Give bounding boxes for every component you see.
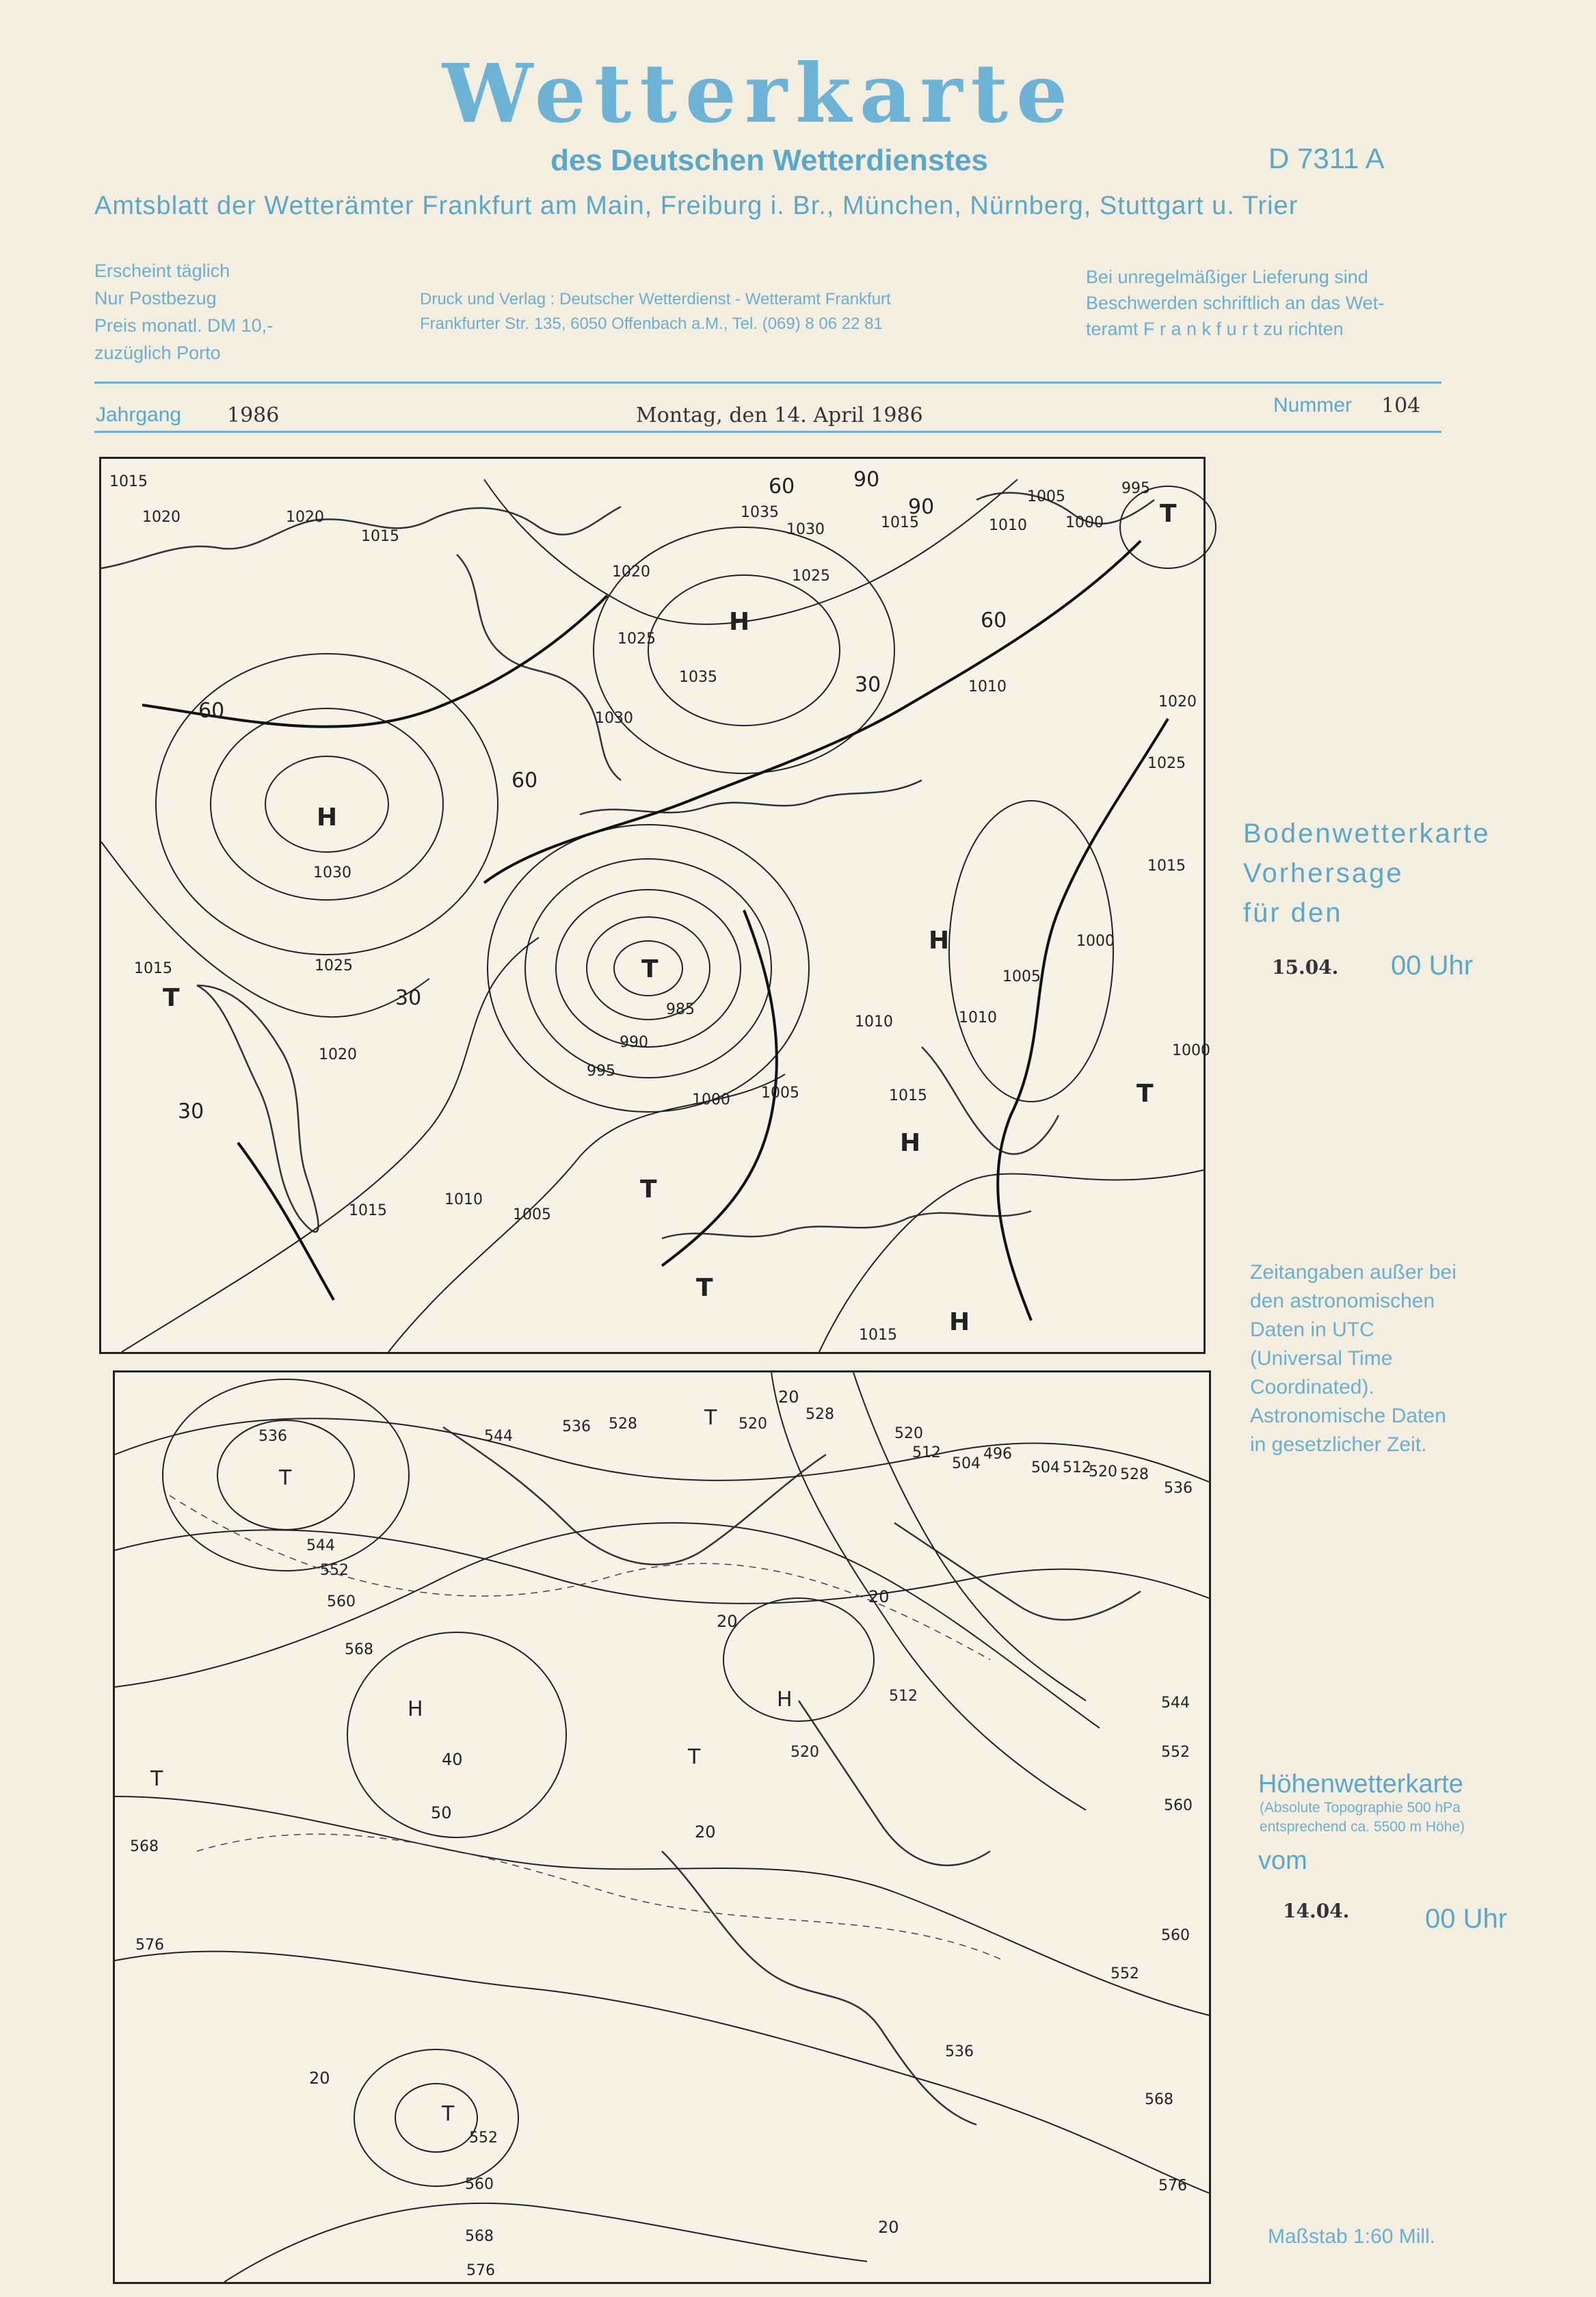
pressure-label: 1005 — [761, 1085, 799, 1102]
contour-label: 528 — [609, 1416, 637, 1433]
pressure-label: 1000 — [1065, 514, 1104, 531]
thickness-label: 30 — [178, 1100, 204, 1124]
low-pressure-marker: T — [163, 984, 180, 1012]
thickness-label: 60 — [981, 609, 1007, 633]
map-scale: Maßstab 1:60 Mill. — [1268, 2225, 1436, 2248]
contour-label: 560 — [465, 2176, 494, 2193]
upper-map-caption: Höhenwetterkarte — [1258, 1770, 1463, 1798]
weather-front — [484, 541, 1141, 883]
info-line: Frankfurter Str. 135, 6050 Offenbach a.M., Tel. (069) 8 06 22 81 — [420, 315, 883, 333]
contour-label: 504 — [1031, 1459, 1060, 1476]
low-pressure-marker: T — [688, 1745, 701, 1769]
pressure-label: 1020 — [612, 563, 650, 581]
info-line: Beschwerden schriftlich an das Wet- — [1086, 293, 1385, 313]
contour — [115, 1796, 1209, 2015]
contour-label: 512 — [889, 1688, 918, 1705]
contour-label: 576 — [466, 2262, 495, 2279]
high-pressure-marker: H — [729, 608, 750, 636]
high-pressure-marker: H — [949, 1308, 970, 1336]
contour-label: 552 — [1110, 1965, 1139, 1982]
isotherm-label: 20 — [309, 2069, 330, 2088]
info-line: Preis monatl. DM 10,- — [94, 315, 274, 336]
caption-line: Vorhersage — [1243, 858, 1404, 888]
contour-label: 504 — [952, 1455, 981, 1472]
pressure-label: 1015 — [361, 528, 399, 545]
publisher-info — [420, 287, 891, 336]
pressure-label: 1025 — [315, 957, 353, 974]
contour-label: 544 — [1161, 1695, 1190, 1712]
pressure-label: 1005 — [1002, 968, 1041, 985]
pressure-label: 1030 — [786, 521, 825, 538]
contour-label: 568 — [465, 2228, 494, 2245]
thickness-label: 30 — [395, 986, 422, 1010]
contour-label: 552 — [320, 1562, 349, 1579]
pressure-label: 1030 — [595, 710, 633, 727]
contour-label: 560 — [327, 1593, 356, 1610]
pressure-label: 1015 — [109, 473, 148, 490]
note-line: (Universal Time — [1250, 1347, 1393, 1370]
low-pressure-marker: T — [1160, 500, 1177, 528]
contour — [395, 2084, 477, 2152]
contour-label: 536 — [945, 2043, 974, 2060]
contour-label: 520 — [894, 1425, 923, 1442]
surface-map-date: 15.04. — [1272, 956, 1339, 979]
pressure-label: 990 — [620, 1034, 648, 1051]
upper-map-vom: vom — [1258, 1846, 1307, 1875]
pressure-label: 1035 — [679, 669, 717, 686]
thickness-label: 60 — [511, 769, 538, 793]
info-line: Nur Postbezug — [94, 288, 217, 308]
isotherm-label: 40 — [442, 1750, 463, 1769]
isotherm-label: 20 — [695, 1822, 716, 1842]
pressure-label: 1020 — [319, 1046, 357, 1063]
contour-label: 576 — [135, 1937, 164, 1954]
weather-front — [238, 1143, 334, 1300]
low-pressure-marker: T — [150, 1767, 163, 1791]
contour-label: 560 — [1164, 1797, 1193, 1814]
pressure-label: 1005 — [513, 1206, 551, 1223]
description-line: entsprechend ca. 5500 m Höhe) — [1260, 1819, 1465, 1835]
isobar — [648, 575, 840, 726]
isobar — [388, 1074, 785, 1352]
pressure-label: 1010 — [968, 678, 1007, 695]
pressure-label: 1015 — [859, 1327, 897, 1344]
low-pressure-marker: T — [704, 1406, 717, 1430]
contour-label: 528 — [1120, 1466, 1149, 1483]
upper-map-time: 00 Uhr — [1425, 1904, 1508, 1934]
publication-info — [94, 257, 273, 367]
thickness-label: 60 — [198, 699, 225, 723]
contour-label: 576 — [1158, 2177, 1187, 2194]
note-line: Daten in UTC — [1250, 1318, 1374, 1341]
contour-label: 536 — [1164, 1480, 1193, 1497]
pressure-label: 1000 — [692, 1091, 730, 1108]
isotherm — [197, 1834, 1004, 1961]
amtsblatt-line: Amtsblatt der Wetterämter Frankfurt am Main, Freiburg i. Br., München, Nürnberg, Stuttgart u. Trier — [94, 191, 1299, 220]
high-pressure-marker: H — [929, 927, 950, 955]
document-code: D 7311 A — [1268, 142, 1385, 174]
divider — [94, 431, 1441, 433]
info-line: Bei unregelmäßiger Lieferung sind — [1086, 267, 1368, 287]
thickness-label: 30 — [855, 673, 881, 697]
contour-label: 552 — [1161, 1744, 1190, 1761]
pressure-label: 1025 — [1147, 755, 1186, 772]
contour-label: 568 — [1145, 2091, 1173, 2108]
contour — [347, 1632, 566, 1837]
pressure-label: 1020 — [286, 509, 324, 526]
coastline — [662, 1851, 976, 2125]
contour-label: 568 — [345, 1641, 373, 1658]
pressure-label: 1015 — [349, 1202, 387, 1219]
pressure-label: 1010 — [989, 517, 1027, 534]
isotherm-label: 50 — [431, 1803, 452, 1822]
pressure-label: 995 — [1121, 480, 1150, 497]
masthead-subtitle: des Deutschen Wetterdienstes — [550, 144, 988, 177]
high-pressure-marker: H — [408, 1697, 423, 1721]
nummer-label: Nummer — [1273, 394, 1353, 416]
contour — [115, 1952, 1209, 2193]
coastline — [799, 1701, 990, 1866]
upper-air-map — [113, 1370, 1211, 2284]
isotherm-label: 20 — [878, 2218, 899, 2237]
info-line: Erscheint täglich — [94, 261, 230, 281]
isobar — [101, 842, 429, 1017]
note-line: Zeitangaben außer bei — [1250, 1261, 1457, 1284]
note-line: den astronomischen — [1250, 1290, 1435, 1312]
low-pressure-marker: T — [641, 955, 659, 983]
coastline — [580, 780, 922, 814]
pressure-label: 1000 — [1076, 933, 1115, 950]
pressure-label: 1020 — [142, 509, 181, 526]
info-line: teramt F r a n k f u r t zu richten — [1086, 319, 1344, 339]
low-pressure-marker: T — [640, 1176, 657, 1204]
surface-weather-map — [99, 457, 1210, 1354]
pressure-label: 1010 — [444, 1191, 483, 1208]
surface-map-drawing — [101, 459, 1210, 1352]
pressure-label: 1020 — [1158, 693, 1197, 711]
pressure-label: 1025 — [617, 630, 656, 648]
weather-front — [662, 910, 777, 1266]
contour-label: 512 — [1063, 1459, 1091, 1476]
pressure-label: 1005 — [1027, 488, 1065, 505]
issue-date: Montag, den 14. April 1986 — [636, 403, 923, 427]
contour-label: 512 — [912, 1444, 941, 1461]
high-pressure-marker: H — [777, 1688, 793, 1712]
info-line: zuzüglich Porto — [94, 343, 221, 363]
divider — [94, 382, 1441, 384]
contour-label: 496 — [983, 1446, 1012, 1463]
surface-map-time: 00 Uhr — [1391, 951, 1474, 981]
upper-map-date: 14.04. — [1283, 1900, 1350, 1922]
coastline — [662, 1211, 1031, 1238]
jahrgang-value: 1986 — [227, 403, 280, 427]
upper-map-drawing — [115, 1372, 1209, 2282]
isobar — [484, 479, 1018, 624]
description-line: (Absolute Topographie 500 hPa — [1260, 1800, 1461, 1816]
coastline — [443, 1427, 826, 1565]
pressure-label: 1010 — [855, 1013, 893, 1031]
isotherm-label: 20 — [717, 1612, 738, 1631]
thickness-label: 90 — [908, 495, 935, 519]
contour — [224, 2203, 867, 2282]
masthead-title: Wetterkarte — [442, 46, 1076, 141]
contour-label: 520 — [790, 1744, 819, 1761]
high-pressure-marker: H — [317, 804, 338, 832]
low-pressure-marker: T — [1136, 1080, 1154, 1108]
low-pressure-marker: T — [696, 1274, 713, 1302]
weather-front — [998, 719, 1168, 1320]
pressure-label: 1010 — [959, 1009, 997, 1026]
isotherm-label: 20 — [778, 1388, 799, 1407]
pressure-label: 1035 — [741, 504, 779, 521]
pressure-label: 995 — [587, 1063, 615, 1080]
contour-label: 536 — [258, 1428, 287, 1445]
note-line: Astronomische Daten — [1250, 1405, 1446, 1427]
pressure-label: 985 — [666, 1001, 695, 1018]
pressure-label: 1015 — [134, 960, 172, 977]
coastline — [197, 985, 319, 1232]
contour-label: 560 — [1161, 1927, 1190, 1944]
time-note — [1250, 1258, 1457, 1459]
caption-line: Bodenwetterkarte — [1243, 819, 1491, 849]
pressure-label: 1000 — [1172, 1042, 1210, 1059]
contour — [723, 1598, 874, 1721]
contour-label: 568 — [130, 1838, 159, 1855]
note-line: in gesetzlicher Zeit. — [1250, 1433, 1427, 1456]
contour-label: 520 — [1089, 1463, 1117, 1481]
contour — [853, 1372, 1086, 1701]
high-pressure-marker: H — [900, 1129, 921, 1157]
contour-label: 528 — [806, 1406, 834, 1423]
contour — [354, 2049, 518, 2186]
contour — [115, 1530, 1209, 1604]
upper-map-description — [1260, 1798, 1465, 1837]
info-line: Druck und Verlag : Deutscher Wetterdienst - Wetteramt Frankfurt — [420, 290, 891, 308]
jahrgang-label: Jahrgang — [96, 403, 182, 426]
caption-line: für den — [1243, 898, 1343, 928]
isobar — [122, 938, 539, 1352]
nummer-value: 104 — [1381, 394, 1421, 418]
surface-map-caption — [1243, 814, 1491, 933]
contour-label: 520 — [739, 1416, 767, 1433]
contour-label: 536 — [562, 1418, 591, 1435]
pressure-label: 1030 — [313, 864, 351, 881]
thickness-label: 90 — [853, 468, 880, 492]
complaint-info — [1086, 264, 1384, 342]
thickness-label: 60 — [769, 475, 795, 499]
pressure-label: 1015 — [881, 514, 919, 531]
low-pressure-marker: T — [279, 1466, 292, 1490]
pressure-label: 1015 — [1147, 858, 1186, 875]
contour-label: 552 — [469, 2129, 498, 2147]
contour-label: 544 — [484, 1428, 513, 1445]
pressure-label: 1015 — [889, 1087, 927, 1104]
pressure-label: 1025 — [792, 568, 830, 585]
isotherm-label: 20 — [868, 1587, 890, 1606]
note-line: Coordinated). — [1250, 1376, 1374, 1398]
low-pressure-marker: T — [442, 2102, 455, 2126]
contour-label: 544 — [306, 1537, 335, 1554]
